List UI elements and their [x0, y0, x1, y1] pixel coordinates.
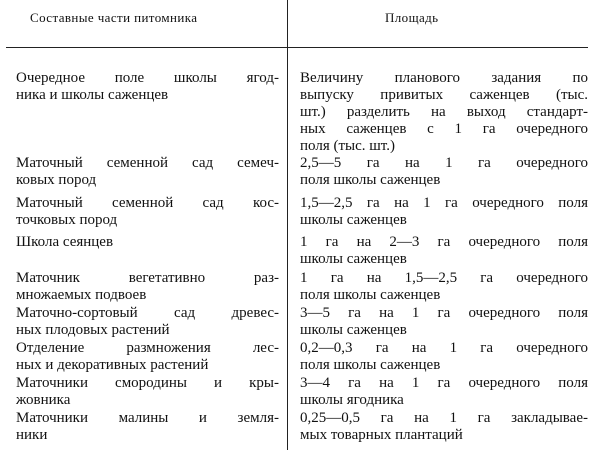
- row-8-area-line-2: школы ягодника: [300, 392, 404, 408]
- row-5-part: [16, 270, 279, 304]
- row-9-area: [300, 410, 588, 444]
- header-parts: Составные части питомника: [30, 10, 198, 25]
- row-9-area-line-1: 0,25—0,5 га на 1 га закладывае-: [300, 410, 588, 426]
- row-5-area-line-2: поля школы саженцев: [300, 287, 441, 303]
- header-area: Площадь: [385, 10, 439, 25]
- row-2-area: [300, 155, 588, 189]
- row-4-area-line-1: 1 га на 2—3 га очередного поля: [300, 234, 588, 250]
- row-6-area-line-2: школы саженцев: [300, 322, 407, 338]
- row-5-part-line-2: множаемых подвоев: [16, 287, 147, 303]
- row-2-part-line-2: ковых пород: [16, 172, 97, 188]
- row-1-area-line-5: поля (тыс. шт.): [300, 138, 395, 154]
- row-3-area-line-2: школы саженцев: [300, 212, 407, 228]
- row-9-part-line-1: Маточники малины и земля-: [16, 410, 279, 426]
- row-8-area: [300, 375, 588, 409]
- row-7-part: [16, 340, 279, 374]
- row-2-area-line-2: поля школы саженцев: [300, 172, 441, 188]
- row-3-area-line-1: 1,5—2,5 га на 1 га очередного поля: [300, 195, 588, 211]
- row-8-part-line-2: жовника: [16, 392, 71, 408]
- row-5-area: [300, 270, 588, 304]
- row-3-part: [16, 195, 279, 229]
- row-6-area: [300, 305, 588, 339]
- row-4-part: [16, 234, 279, 251]
- row-9-area-line-2: мых товарных плантаций: [300, 427, 463, 443]
- row-3-area: [300, 195, 588, 229]
- row-1-part: [16, 70, 279, 104]
- row-6-part: [16, 305, 279, 339]
- row-7-area-line-2: поля школы саженцев: [300, 357, 441, 373]
- row-5-area-line-1: 1 га на 1,5—2,5 га очередного: [300, 270, 588, 286]
- row-2-part: [16, 155, 279, 189]
- row-1-part-line-2: ника и школы саженцев: [16, 87, 169, 103]
- column-divider: [287, 0, 288, 450]
- row-1-area-line-1: Величину планового задания по: [300, 70, 588, 86]
- row-1-area: [300, 70, 588, 155]
- header-divider: [6, 47, 588, 48]
- row-2-area-line-1: 2,5—5 га на 1 га очередного: [300, 155, 588, 171]
- row-8-part-line-1: Маточники смородины и кры-: [16, 375, 279, 391]
- row-3-part-line-1: Маточный семенной сад кос-: [16, 195, 279, 211]
- row-2-part-line-1: Маточный семенной сад семеч-: [16, 155, 279, 171]
- row-1-part-line-1: Очередное поле школы ягод-: [16, 70, 279, 86]
- row-9-part: [16, 410, 279, 444]
- row-4-area-line-2: школы саженцев: [300, 251, 407, 267]
- row-1-area-line-3: шт.) разделить на выход стандарт-: [300, 104, 588, 120]
- row-7-area: [300, 340, 588, 374]
- row-4-area: [300, 234, 588, 268]
- row-9-part-line-2: ники: [16, 427, 48, 443]
- row-7-area-line-1: 0,2—0,3 га на 1 га очередного: [300, 340, 588, 356]
- row-1-area-line-2: выпуску привитых саженцев (тыс.: [300, 87, 588, 103]
- row-6-part-line-1: Маточно-сортовый сад древес-: [16, 305, 279, 321]
- row-7-part-line-1: Отделение размножения лес-: [16, 340, 279, 356]
- row-8-area-line-1: 3—4 га на 1 га очередного поля: [300, 375, 588, 391]
- row-4-part-line-1: Школа сеянцев: [16, 234, 114, 250]
- row-8-part: [16, 375, 279, 409]
- row-6-part-line-2: ных плодовых растений: [16, 322, 170, 338]
- row-5-part-line-1: Маточник вегетативно раз-: [16, 270, 279, 286]
- row-6-area-line-1: 3—5 га на 1 га очередного поля: [300, 305, 588, 321]
- row-1-area-line-4: ных саженцев с 1 га очередного: [300, 121, 588, 137]
- row-3-part-line-2: точковых пород: [16, 212, 118, 228]
- row-7-part-line-2: ных и декоративных растений: [16, 357, 209, 373]
